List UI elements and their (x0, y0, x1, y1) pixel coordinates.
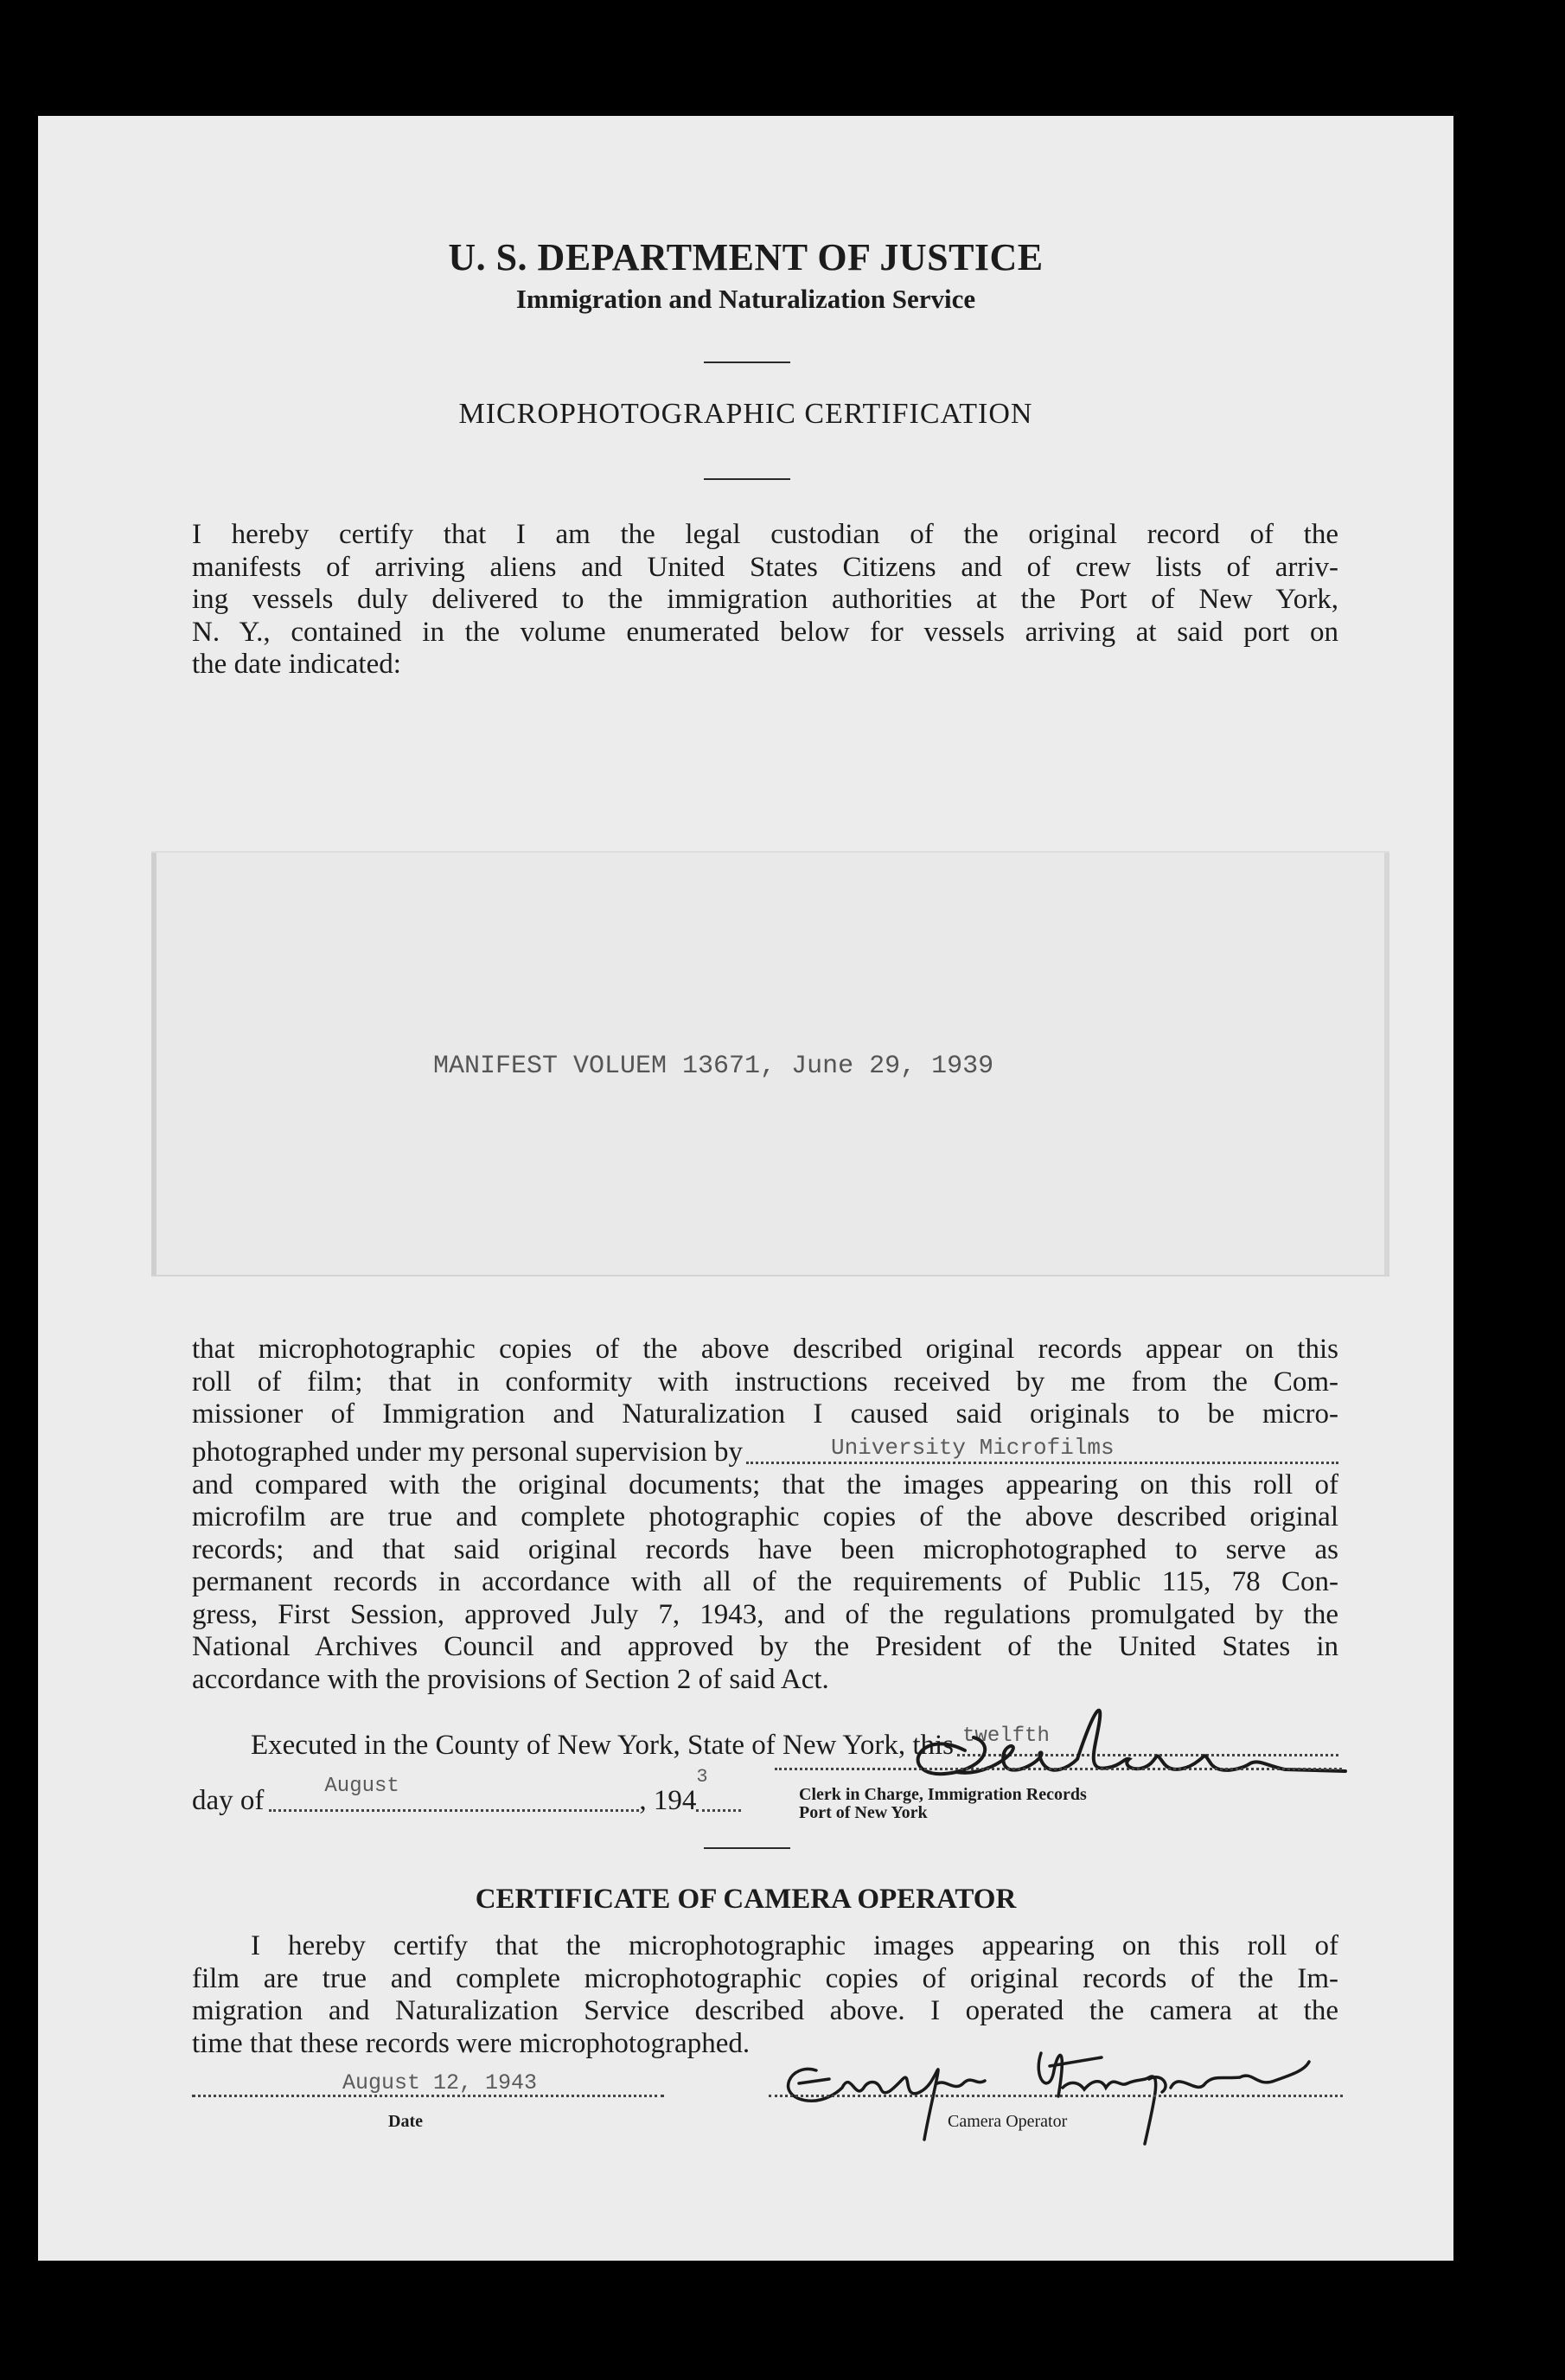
paragraph-line: accordance with the provisions of Section 2 of said Act. (192, 1663, 829, 1695)
camera-certificate-title: CERTIFICATE OF CAMERA OPERATOR (475, 1884, 1017, 1915)
date-label: Date (388, 2112, 423, 2131)
paragraph-line: I hereby certify that I am the legal custodian of the original record of the (192, 519, 1338, 550)
paragraph-line: records; and that said original records have been microphotographed to serve as (192, 1533, 1338, 1565)
operator-label: Camera Operator (948, 2112, 1068, 2131)
operator-signature (756, 2019, 1344, 2153)
paragraph-line: roll of film; that in conformity with instructions received by me from the Com- (192, 1366, 1338, 1398)
divider (704, 1847, 790, 1849)
operator-date-value: August 12, 1943 (342, 2070, 538, 2095)
clerk-signature-line (775, 1766, 1342, 1770)
supervisor-value: University Microfilms (830, 1434, 1115, 1461)
paragraph-line: permanent records in accordance with all of the requirements of Public 115, 78 Con- (192, 1566, 1338, 1597)
year-prefix: , 194 (639, 1785, 697, 1816)
month-value: August (324, 1775, 399, 1798)
date-line (192, 1766, 741, 1817)
supervision-prefix: photographed under my personal supervision by (192, 1436, 743, 1468)
intro-paragraph (192, 519, 1338, 681)
paragraph-line: gress, First Session, approved July 7, 1943, and of the regulations promulgated by the (192, 1598, 1338, 1630)
clerk-location: Port of New York (799, 1803, 928, 1822)
clerk-title: Clerk in Charge, Immigration Records (799, 1785, 1087, 1804)
body-paragraph (192, 1334, 1338, 1696)
certificate-sheet (38, 116, 1453, 2261)
month-field (269, 1775, 639, 1812)
department-heading: U. S. DEPARTMENT OF JUSTICE (448, 236, 1044, 278)
day-of-label: day of (192, 1785, 265, 1816)
paragraph-line: National Archives Council and approved by the President of the United States in (192, 1631, 1338, 1662)
day-value: twelfth (962, 1724, 1050, 1748)
paragraph-line: time that these records were microphotographed. (192, 2027, 751, 2059)
volume-card (151, 853, 1389, 1275)
divider (704, 361, 790, 363)
supervisor-field (746, 1436, 1338, 1464)
paragraph-line: migration and Naturalization Service described above. I operated the camera at the (192, 1995, 1338, 2026)
supervision-line (192, 1431, 1338, 1469)
year-field (696, 1766, 741, 1812)
paragraph-line: I hereby certify that the microphotographic images appearing on this roll of (251, 1930, 1338, 1961)
paragraph-line: manifests of arriving aliens and United States Citizens and of crew lists of arriv- (192, 551, 1338, 583)
paragraph-line: microfilm are true and complete photographic copies of the above described original (192, 1501, 1338, 1532)
service-subheading: Immigration and Naturalization Service (515, 284, 976, 314)
paragraph-line: N. Y., contained in the volume enumerated below for vessels arriving at said port on (192, 616, 1338, 648)
year-value: 3 (696, 1766, 708, 1788)
paragraph-line: ing vessels duly delivered to the immigration authorities at the Port of New York, (192, 584, 1338, 615)
paragraph-line: film are true and complete microphotographic copies of original records of the Im- (192, 1962, 1338, 1994)
operator-signature-line (769, 2093, 1343, 2097)
manifest-volume-text: MANIFEST VOLUEM 13671, June 29, 1939 (433, 1052, 994, 1081)
execution-prefix: Executed in the County of New York, State of New York, this (251, 1730, 955, 1761)
divider (704, 478, 790, 480)
paragraph-line: missioner of Immigration and Naturalization I caused said originals to be micro- (192, 1398, 1338, 1430)
paragraph-line: and compared with the original documents; that the images appearing on this roll of (192, 1468, 1338, 1500)
paragraph-line: that microphotographic copies of the above described original records appear on this (192, 1334, 1338, 1365)
certification-title: MICROPHOTOGRAPHIC CERTIFICATION (458, 398, 1033, 430)
paragraph-line: the date indicated: (192, 649, 401, 680)
